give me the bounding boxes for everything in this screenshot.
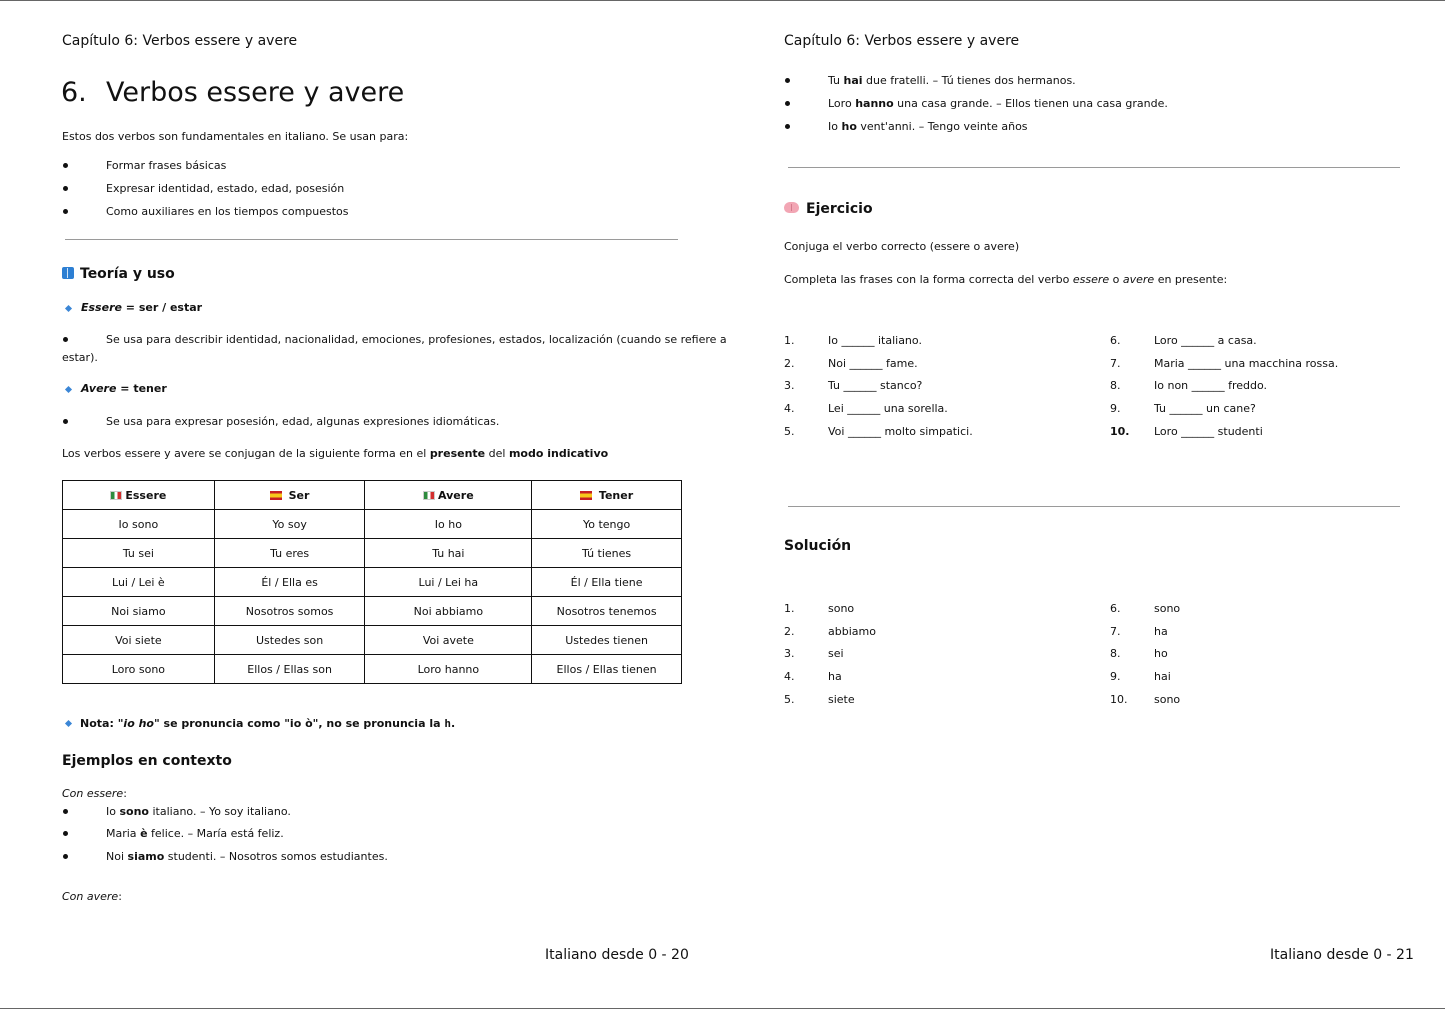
solution-item: sono [1154,693,1181,706]
instr-verb: avere [1122,273,1155,286]
avere-meaning: = tener [116,382,167,395]
table-row [63,655,682,684]
header-essere: Essere [125,488,167,502]
bullet-dot [785,78,790,83]
solution-number: 9. [1110,670,1121,683]
table-cell: Tu eres [214,539,365,568]
chapter-number: 6. [61,77,87,108]
page-footer: Italiano desde 0 - 21 [1270,947,1414,963]
solution-item: ho [1154,647,1168,660]
diamond-bullet-icon [65,720,72,727]
italy-flag-icon [423,491,435,500]
ex-pre: Loro [828,97,856,110]
table-cell: Io ho [365,510,532,539]
solution-number: 3. [784,647,795,660]
avere-word: Avere [81,382,117,395]
intro-text: Estos dos verbos son fundamentales en italiano. Se usan para: [62,130,409,143]
exercise-item: Io ______ italiano. [828,334,922,347]
con-verb: avere [86,890,119,903]
pronunciation-note [80,717,455,730]
exercise-number: 5. [784,425,795,438]
spain-flag-icon [270,491,282,500]
solution-number: 1. [784,602,795,615]
solution-item: hai [1154,670,1171,683]
table-header-cell [365,481,532,510]
page-footer: Italiano desde 0 - 20 [545,947,689,963]
bullet-dot [63,809,68,814]
table-cell: Loro sono [63,655,215,684]
exercise-number: 4. [784,402,795,415]
essere-description-cont: estar). [62,351,98,364]
book-icon [62,267,74,279]
instr-verb: essere [1072,273,1110,286]
essere-description: Se usa para describir identidad, nacionalidad, emociones, profesiones, estados, localización (cuando se refiere a [106,333,727,346]
solution-number: 4. [784,670,795,683]
solution-number: 10. [1110,693,1128,706]
conj-intro-text: del [485,447,509,460]
con-colon: : [123,787,127,800]
solution-item: ha [1154,625,1168,638]
solution-number: 6. [1110,602,1121,615]
essere-example [106,850,388,863]
conj-intro-text: Los verbos essere y avere se conjugan de la siguiente forma en el [62,447,430,460]
table-cell: Él / Ella es [214,568,365,597]
header-ser: Ser [288,488,310,502]
avere-label [81,382,167,395]
exercise-item: Tu ______ stanco? [828,379,923,392]
table-cell: Voi avete [365,626,532,655]
running-header: Capítulo 6: Verbos essere y avere [784,33,1020,49]
table-header-cell [63,481,215,510]
table-row [63,597,682,626]
table-cell: Tu hai [365,539,532,568]
ex-pre: Io [106,805,120,818]
diamond-bullet-icon [65,386,72,393]
exercise-number: 9. [1110,402,1121,415]
ex-post: una casa grande. – Ellos tienen una casa grande. [893,97,1168,110]
ex-pre: Maria [106,827,141,840]
table-row [63,510,682,539]
exercise-number: 2. [784,357,795,370]
avere-description: Se usa para expresar posesión, edad, algunas expresiones idiomáticas. [106,415,500,428]
instr-text: Completa las frases con la forma correcta del verbo [784,273,1073,286]
table-cell: Ustedes son [214,626,365,655]
note-text: se pronuncia como "io ò", no se pronuncia la [159,717,445,730]
note-end: . [450,717,456,730]
bottom-edge [0,1008,1445,1009]
note-example: "io ho" [117,717,160,730]
exercise-item: Lei ______ una sorella. [828,402,948,415]
table-cell: Ellos / Ellas son [214,655,365,684]
brain-icon [784,202,799,213]
conjugation-table [62,480,682,684]
exercise-item: Maria ______ una macchina rossa. [1154,357,1339,370]
ex-post: italiano. – Yo soy italiano. [148,805,291,818]
bullet-dot [63,163,68,168]
ex-pre: Noi [106,850,128,863]
exercise-item: Loro ______ a casa. [1154,334,1257,347]
ex-verb: è [140,827,148,840]
ex-verb: sono [119,805,149,818]
examples-heading: Ejemplos en contexto [62,753,232,769]
instr-text: en presente: [1154,273,1228,286]
note-label: Nota: [80,717,118,730]
ex-verb: hanno [855,97,894,110]
note-letter: h [444,717,451,730]
solution-heading: Solución [784,538,852,554]
exercise-item: Voi ______ molto simpatici. [828,425,973,438]
solution-item: sei [828,647,844,660]
section-divider [65,239,678,240]
table-cell: Ustedes tienen [532,626,682,655]
avere-example [828,97,1168,110]
spain-flag-icon [580,491,592,500]
solution-item: ha [828,670,842,683]
table-cell: Yo soy [214,510,365,539]
exercise-item: Io non ______ freddo. [1154,379,1268,392]
table-cell: Tú tienes [532,539,682,568]
chapter-title: Verbos essere y avere [106,77,405,108]
bullet-dot [63,854,68,859]
table-cell: Noi siamo [63,597,215,626]
table-header-row [63,481,682,510]
solution-item: sono [828,602,855,615]
con-avere-label [62,890,122,903]
page-right [722,1,1445,1008]
table-cell: Nosotros somos [214,597,365,626]
table-cell: Io sono [63,510,215,539]
bullet-dot [63,337,68,342]
exercise-item: Noi ______ fame. [828,357,918,370]
avere-example [828,120,1028,133]
table-cell: Lui / Lei ha [365,568,532,597]
ex-verb: ho [841,120,857,133]
con-text: Con [62,787,87,800]
solution-number: 8. [1110,647,1121,660]
section-divider [788,167,1400,168]
solution-number: 5. [784,693,795,706]
bullet-dot [63,209,68,214]
section-divider [788,506,1400,507]
solution-number: 7. [1110,625,1121,638]
table-cell: Noi abbiamo [365,597,532,626]
essere-meaning: = ser / estar [121,301,203,314]
exercise-number: 8. [1110,379,1121,392]
essere-example [106,827,284,840]
exercise-number: 6. [1110,334,1121,347]
solution-item: siete [828,693,855,706]
table-header-cell [214,481,365,510]
table-cell: Lui / Lei è [63,568,215,597]
italy-flag-icon [110,491,122,500]
exercise-number: 3. [784,379,795,392]
con-colon: : [118,890,122,903]
bullet-dot [63,419,68,424]
con-text: Con [62,890,87,903]
table-cell: Ellos / Ellas tienen [532,655,682,684]
table-row [63,568,682,597]
table-header-cell [532,481,682,510]
conj-intro-presente: presente [429,447,486,460]
bullet-dot [63,831,68,836]
conjugation-intro [62,447,608,460]
header-avere: Avere [438,488,474,502]
intro-bullet: Como auxiliares en los tiempos compuestos [106,205,349,218]
header-tener: Tener [598,488,634,502]
exercise-number: 7. [1110,357,1121,370]
table-cell: Nosotros tenemos [532,597,682,626]
ex-verb: hai [843,74,863,87]
table-row [63,539,682,568]
conj-intro-modo: modo indicativo [508,447,609,460]
exercise-heading [784,201,873,217]
page-left [0,1,727,1008]
essere-word: Essere [81,301,122,314]
ex-post: due fratelli. – Tú tienes dos hermanos. [862,74,1076,87]
ex-pre: Io [828,120,842,133]
diamond-bullet-icon [65,305,72,312]
ex-post: studenti. – Nosotros somos estudiantes. [164,850,388,863]
exercise-instruction [784,273,1227,286]
ex-post: vent'anni. – Tengo veinte años [856,120,1028,133]
bullet-dot [785,101,790,106]
theory-heading [62,266,175,282]
essere-label [81,301,202,314]
theory-heading-text: Teoría y uso [80,266,175,282]
table-cell: Voi siete [63,626,215,655]
exercise-item: Loro ______ studenti [1154,425,1263,438]
solution-item: sono [1154,602,1181,615]
table-cell: Él / Ella tiene [532,568,682,597]
avere-example [828,74,1076,87]
table-cell: Yo tengo [532,510,682,539]
ex-post: felice. – María está feliz. [147,827,284,840]
intro-bullet: Formar frases básicas [106,159,227,172]
solution-number: 2. [784,625,795,638]
ex-verb: siamo [127,850,165,863]
exercise-heading-text: Ejercicio [806,201,873,217]
intro-bullet: Expresar identidad, estado, edad, posesión [106,182,345,195]
essere-example [106,805,291,818]
exercise-number: 1. [784,334,795,347]
bullet-dot [785,124,790,129]
table-cell: Tu sei [63,539,215,568]
exercise-item: Tu ______ un cane? [1154,402,1256,415]
table-row [63,626,682,655]
exercise-instruction: Conjuga el verbo correcto (essere o avere) [784,240,1020,253]
table-cell: Loro hanno [365,655,532,684]
bullet-dot [63,186,68,191]
running-header: Capítulo 6: Verbos essere y avere [62,33,298,49]
instr-text: o [1109,273,1123,286]
solution-item: abbiamo [828,625,876,638]
ex-pre: Tu [828,74,844,87]
exercise-number: 10. [1110,425,1130,438]
con-verb: essere [86,787,124,800]
con-essere-label [62,787,127,800]
